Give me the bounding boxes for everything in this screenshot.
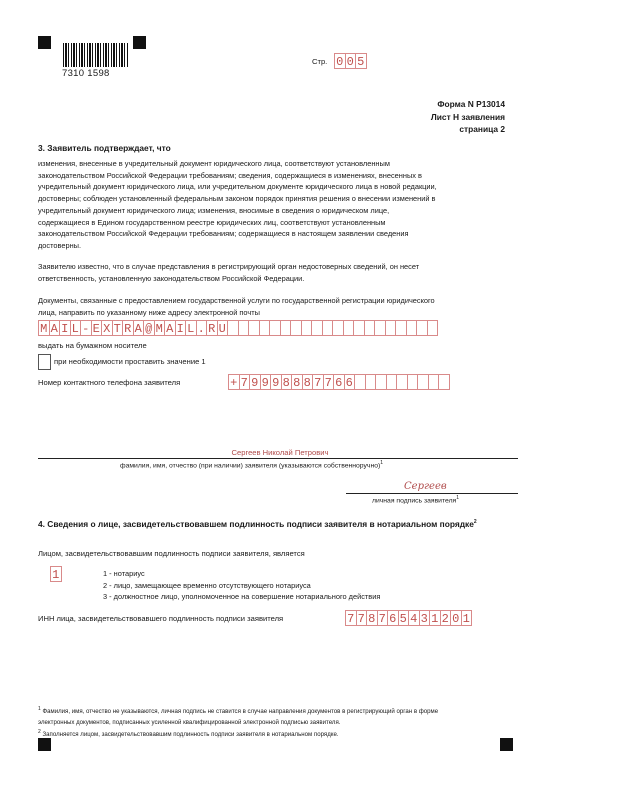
para1-line: достоверны; соблюден установленный федеральным законом порядок принятия решения о внесении изменений в bbox=[38, 194, 436, 204]
page-number-cells bbox=[334, 53, 366, 69]
sheet-name: Лист Н заявления bbox=[430, 111, 505, 122]
corner-mark-top-right bbox=[133, 36, 146, 49]
phone-char-cell[interactable]: 7 bbox=[323, 374, 335, 390]
section4-options bbox=[103, 568, 380, 603]
paper-checkbox-cell[interactable] bbox=[38, 354, 51, 370]
option-line: 2 - лицо, замещающее временно отсутствующего нотариуса bbox=[103, 580, 311, 590]
phone-char-cell[interactable]: + bbox=[228, 374, 240, 390]
signature-line bbox=[346, 493, 518, 494]
choice-value[interactable]: 1 bbox=[50, 566, 62, 582]
phone-char-cell[interactable]: 8 bbox=[302, 374, 314, 390]
choice-cell[interactable] bbox=[50, 566, 61, 582]
page-digit-cell[interactable]: 0 bbox=[334, 53, 346, 69]
phone-char-cell[interactable]: 9 bbox=[260, 374, 272, 390]
phone-char-cell[interactable]: 9 bbox=[249, 374, 261, 390]
phone-label: Номер контактного телефона заявителя bbox=[38, 378, 181, 387]
email-char-cell[interactable]: E bbox=[91, 320, 103, 336]
option-line: 3 - должностное лицо, уполномоченное на совершение нотариального действия bbox=[103, 592, 381, 602]
inn-char-cell[interactable]: 1 bbox=[429, 610, 441, 626]
inn-char-cell[interactable]: 1 bbox=[461, 610, 473, 626]
para1-line: содержащиеся в Едином государственном реестре юридических лиц, соответствуют установленным bbox=[38, 217, 386, 227]
signature: Сергеев bbox=[404, 481, 447, 492]
phone-char-cell[interactable]: 6 bbox=[333, 374, 345, 390]
email-char-cell[interactable]: M bbox=[154, 320, 166, 336]
phone-char-cell[interactable]: 8 bbox=[291, 374, 303, 390]
para1-line: достоверны. bbox=[38, 240, 82, 250]
barcode-number: 7310 1598 bbox=[62, 68, 110, 79]
page-digit-cell[interactable]: 0 bbox=[345, 53, 357, 69]
email-char-cell[interactable]: R bbox=[122, 320, 134, 336]
email-char-cell[interactable]: - bbox=[80, 320, 92, 336]
email-char-cell[interactable]: A bbox=[164, 320, 176, 336]
phone-cells[interactable] bbox=[228, 374, 449, 390]
paper-check-label: при необходимости проставить значение 1 bbox=[54, 357, 206, 366]
email-char-cell[interactable]: A bbox=[49, 320, 61, 336]
inn-char-cell[interactable]: 6 bbox=[387, 610, 399, 626]
paper-checkbox[interactable] bbox=[38, 354, 50, 370]
signature-caption: личная подпись заявителя$^1$ bbox=[372, 495, 459, 505]
phone-char-cell[interactable] bbox=[438, 374, 450, 390]
section4-intro: Лицом, засвидетельствовавшим подлинность подписи заявителя, является bbox=[38, 549, 305, 558]
email-char-cell[interactable]: M bbox=[38, 320, 50, 336]
barcode bbox=[63, 43, 129, 67]
email-char-cell[interactable]: T bbox=[112, 320, 124, 336]
inn-char-cell[interactable]: 7 bbox=[377, 610, 389, 626]
name-line bbox=[38, 458, 518, 459]
form-header bbox=[431, 98, 505, 136]
inn-char-cell[interactable]: 2 bbox=[440, 610, 452, 626]
section3-title: 3. Заявитель подтверждает, что bbox=[38, 143, 171, 153]
para1-line: учредительный документ юридического лица; изменения, вносимые в сведения о юридическом лице, bbox=[38, 205, 390, 215]
inn-cells[interactable] bbox=[345, 610, 471, 626]
option-line: 1 - нотариус bbox=[103, 569, 145, 578]
para1-line: законодательством Российской Федерации требованиям; содержащиеся в настоящем заявлении сведения bbox=[38, 229, 409, 239]
section3-para2 bbox=[38, 261, 419, 284]
para3-line: лица, направить по указанному ниже адресу электронной почты bbox=[38, 307, 260, 317]
email-char-cell[interactable]: X bbox=[101, 320, 113, 336]
para1-line: законодательством Российской Федерации требованиям; сведения, содержащиеся в изменениях, внесенных в bbox=[38, 170, 422, 180]
email-char-cell[interactable]: L bbox=[185, 320, 197, 336]
section3-para3 bbox=[38, 295, 435, 318]
para1-line: изменения, внесенные в учредительный документ юридического лица, соответствуют установленным bbox=[38, 159, 390, 168]
phone-char-cell[interactable]: 9 bbox=[270, 374, 282, 390]
email-char-cell[interactable]: @ bbox=[143, 320, 155, 336]
footnote-2: $^2$ Заполняется лицом, засвидетельствовавшим подлинность подписи заявителя в нотариальном порядке. bbox=[38, 729, 339, 739]
para3-line: Документы, связанные с предоставлением государственной услуги по государственной регистрации юридического bbox=[38, 296, 435, 305]
phone-char-cell[interactable]: 7 bbox=[239, 374, 251, 390]
para2-line: ответственность, установленную законодательством Российской Федерации. bbox=[38, 273, 305, 283]
applicant-name: Сергеев Николай Петрович bbox=[231, 448, 329, 457]
email-char-cell[interactable]: A bbox=[133, 320, 145, 336]
page-label: Стр. bbox=[312, 57, 328, 66]
corner-mark-top-left bbox=[38, 36, 51, 49]
para1-line: учредительный документ юридического лица, или учредительном документе юридического лица в новой редакции, bbox=[38, 182, 437, 192]
inn-char-cell[interactable]: 3 bbox=[419, 610, 431, 626]
para2-line: Заявителю известно, что в случае представления в регистрирующий орган недостоверных сведений, он несет bbox=[38, 262, 420, 271]
email-char-cell[interactable]: U bbox=[217, 320, 229, 336]
corner-mark-bottom-right bbox=[500, 738, 513, 751]
inn-char-cell[interactable]: 0 bbox=[450, 610, 462, 626]
form-number: Форма N Р13014 bbox=[437, 99, 505, 109]
phone-char-cell[interactable]: 8 bbox=[281, 374, 293, 390]
email-cells[interactable] bbox=[38, 320, 437, 336]
phone-char-cell[interactable]: 7 bbox=[312, 374, 324, 390]
phone-char-cell[interactable]: 6 bbox=[344, 374, 356, 390]
email-char-cell[interactable]: . bbox=[196, 320, 208, 336]
name-caption: фамилия, имя, отчество (при наличии) заявителя (указываются собственноручно)$^1$ bbox=[120, 460, 384, 470]
section3-para1 bbox=[38, 158, 437, 252]
inn-char-cell[interactable]: 7 bbox=[356, 610, 368, 626]
email-char-cell[interactable]: R bbox=[206, 320, 218, 336]
email-char-cell[interactable] bbox=[427, 320, 439, 336]
section4-title: 4. Сведения о лице, засвидетельствовавшем подлинность подписи заявителя в нотариальном порядке$^2$ bbox=[38, 519, 477, 529]
email-char-cell[interactable]: L bbox=[70, 320, 82, 336]
inn-char-cell[interactable]: 4 bbox=[408, 610, 420, 626]
inn-label: ИНН лица, засвидетельствовавшего подлинность подписи заявителя bbox=[38, 614, 284, 623]
inn-char-cell[interactable]: 8 bbox=[366, 610, 378, 626]
sheet-page: страница 2 bbox=[459, 124, 505, 134]
footnote-1: $^1$ Фамилия, имя, отчество не указываются, личная подпись не ставится в случае направления документов в регистрирующий орган в форме электронных документов, подписанных усиленной квалифицированной электронной подписью заявителя. bbox=[38, 706, 439, 727]
inn-char-cell[interactable]: 7 bbox=[345, 610, 357, 626]
paper-label: выдать на бумажном носителе bbox=[38, 341, 147, 350]
email-char-cell[interactable]: I bbox=[59, 320, 71, 336]
inn-char-cell[interactable]: 5 bbox=[398, 610, 410, 626]
page-digit-cell[interactable]: 5 bbox=[355, 53, 367, 69]
email-char-cell[interactable]: I bbox=[175, 320, 187, 336]
